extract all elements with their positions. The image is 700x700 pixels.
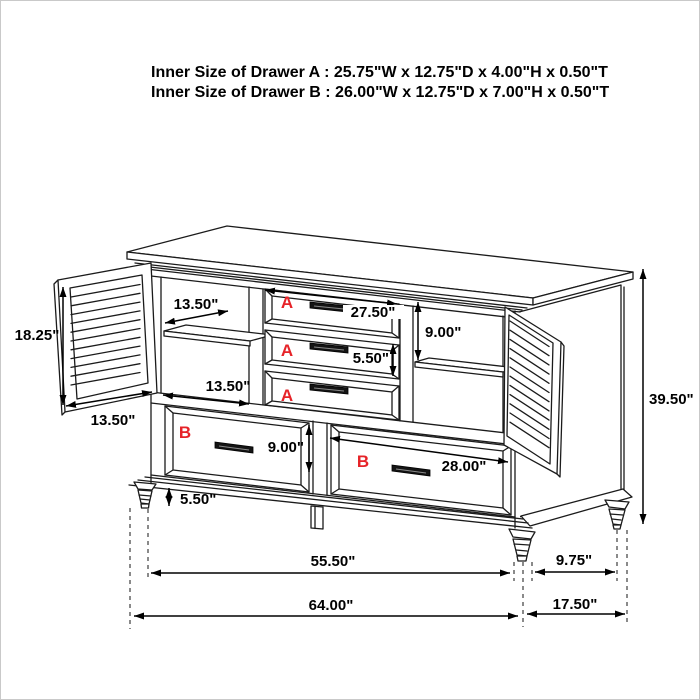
dim-drawer-b-width-label: 28.00" <box>441 458 487 475</box>
dim-overall-depth-label: 17.50" <box>552 596 598 613</box>
dim-overall-height-label: 39.50" <box>649 391 694 408</box>
dim-front-legs-span-label: 55.50" <box>310 553 356 570</box>
dresser-dimension-drawing <box>1 1 700 700</box>
dim-drawer-b-height-label: 9.00" <box>267 439 304 456</box>
dim-shelf-depth-label: 13.50" <box>173 296 219 313</box>
front-left-leg <box>134 482 156 508</box>
dim-drawer-a-width-label: 27.50" <box>350 304 396 321</box>
dim-side-legs-span-label: 9.75" <box>555 552 593 569</box>
back-right-leg <box>605 500 629 529</box>
dim-leg-height-label: 5.50" <box>180 491 217 508</box>
drawer-a3-letter: A <box>280 386 294 405</box>
drawer-b-left-letter: B <box>178 423 192 442</box>
dim-right-opening-height-label: 9.00" <box>425 324 462 341</box>
drawer-b-right-letter: B <box>356 452 370 471</box>
center-support-leg <box>311 506 323 529</box>
dim-drawer-a-height-label: 5.50" <box>352 350 389 367</box>
drawer-b-size-line: Inner Size of Drawer B : 26.00"W x 12.75"D x 7.00"H x 0.50"T <box>151 84 610 101</box>
drawer-a-size-line: Inner Size of Drawer A : 25.75"W x 12.75"D x 4.00"H x 0.50"T <box>151 64 608 81</box>
dim-door-height-label: 18.25" <box>14 327 60 344</box>
dim-door-width-label: 13.50" <box>90 412 136 429</box>
dim-overall-width-label: 64.00" <box>308 597 354 614</box>
dim-opening-width-label: 13.50" <box>205 378 251 395</box>
left-door <box>54 263 157 415</box>
front-right-leg <box>509 529 535 561</box>
drawer-a1-letter: A <box>280 293 294 312</box>
drawer-a2-letter: A <box>280 341 294 360</box>
